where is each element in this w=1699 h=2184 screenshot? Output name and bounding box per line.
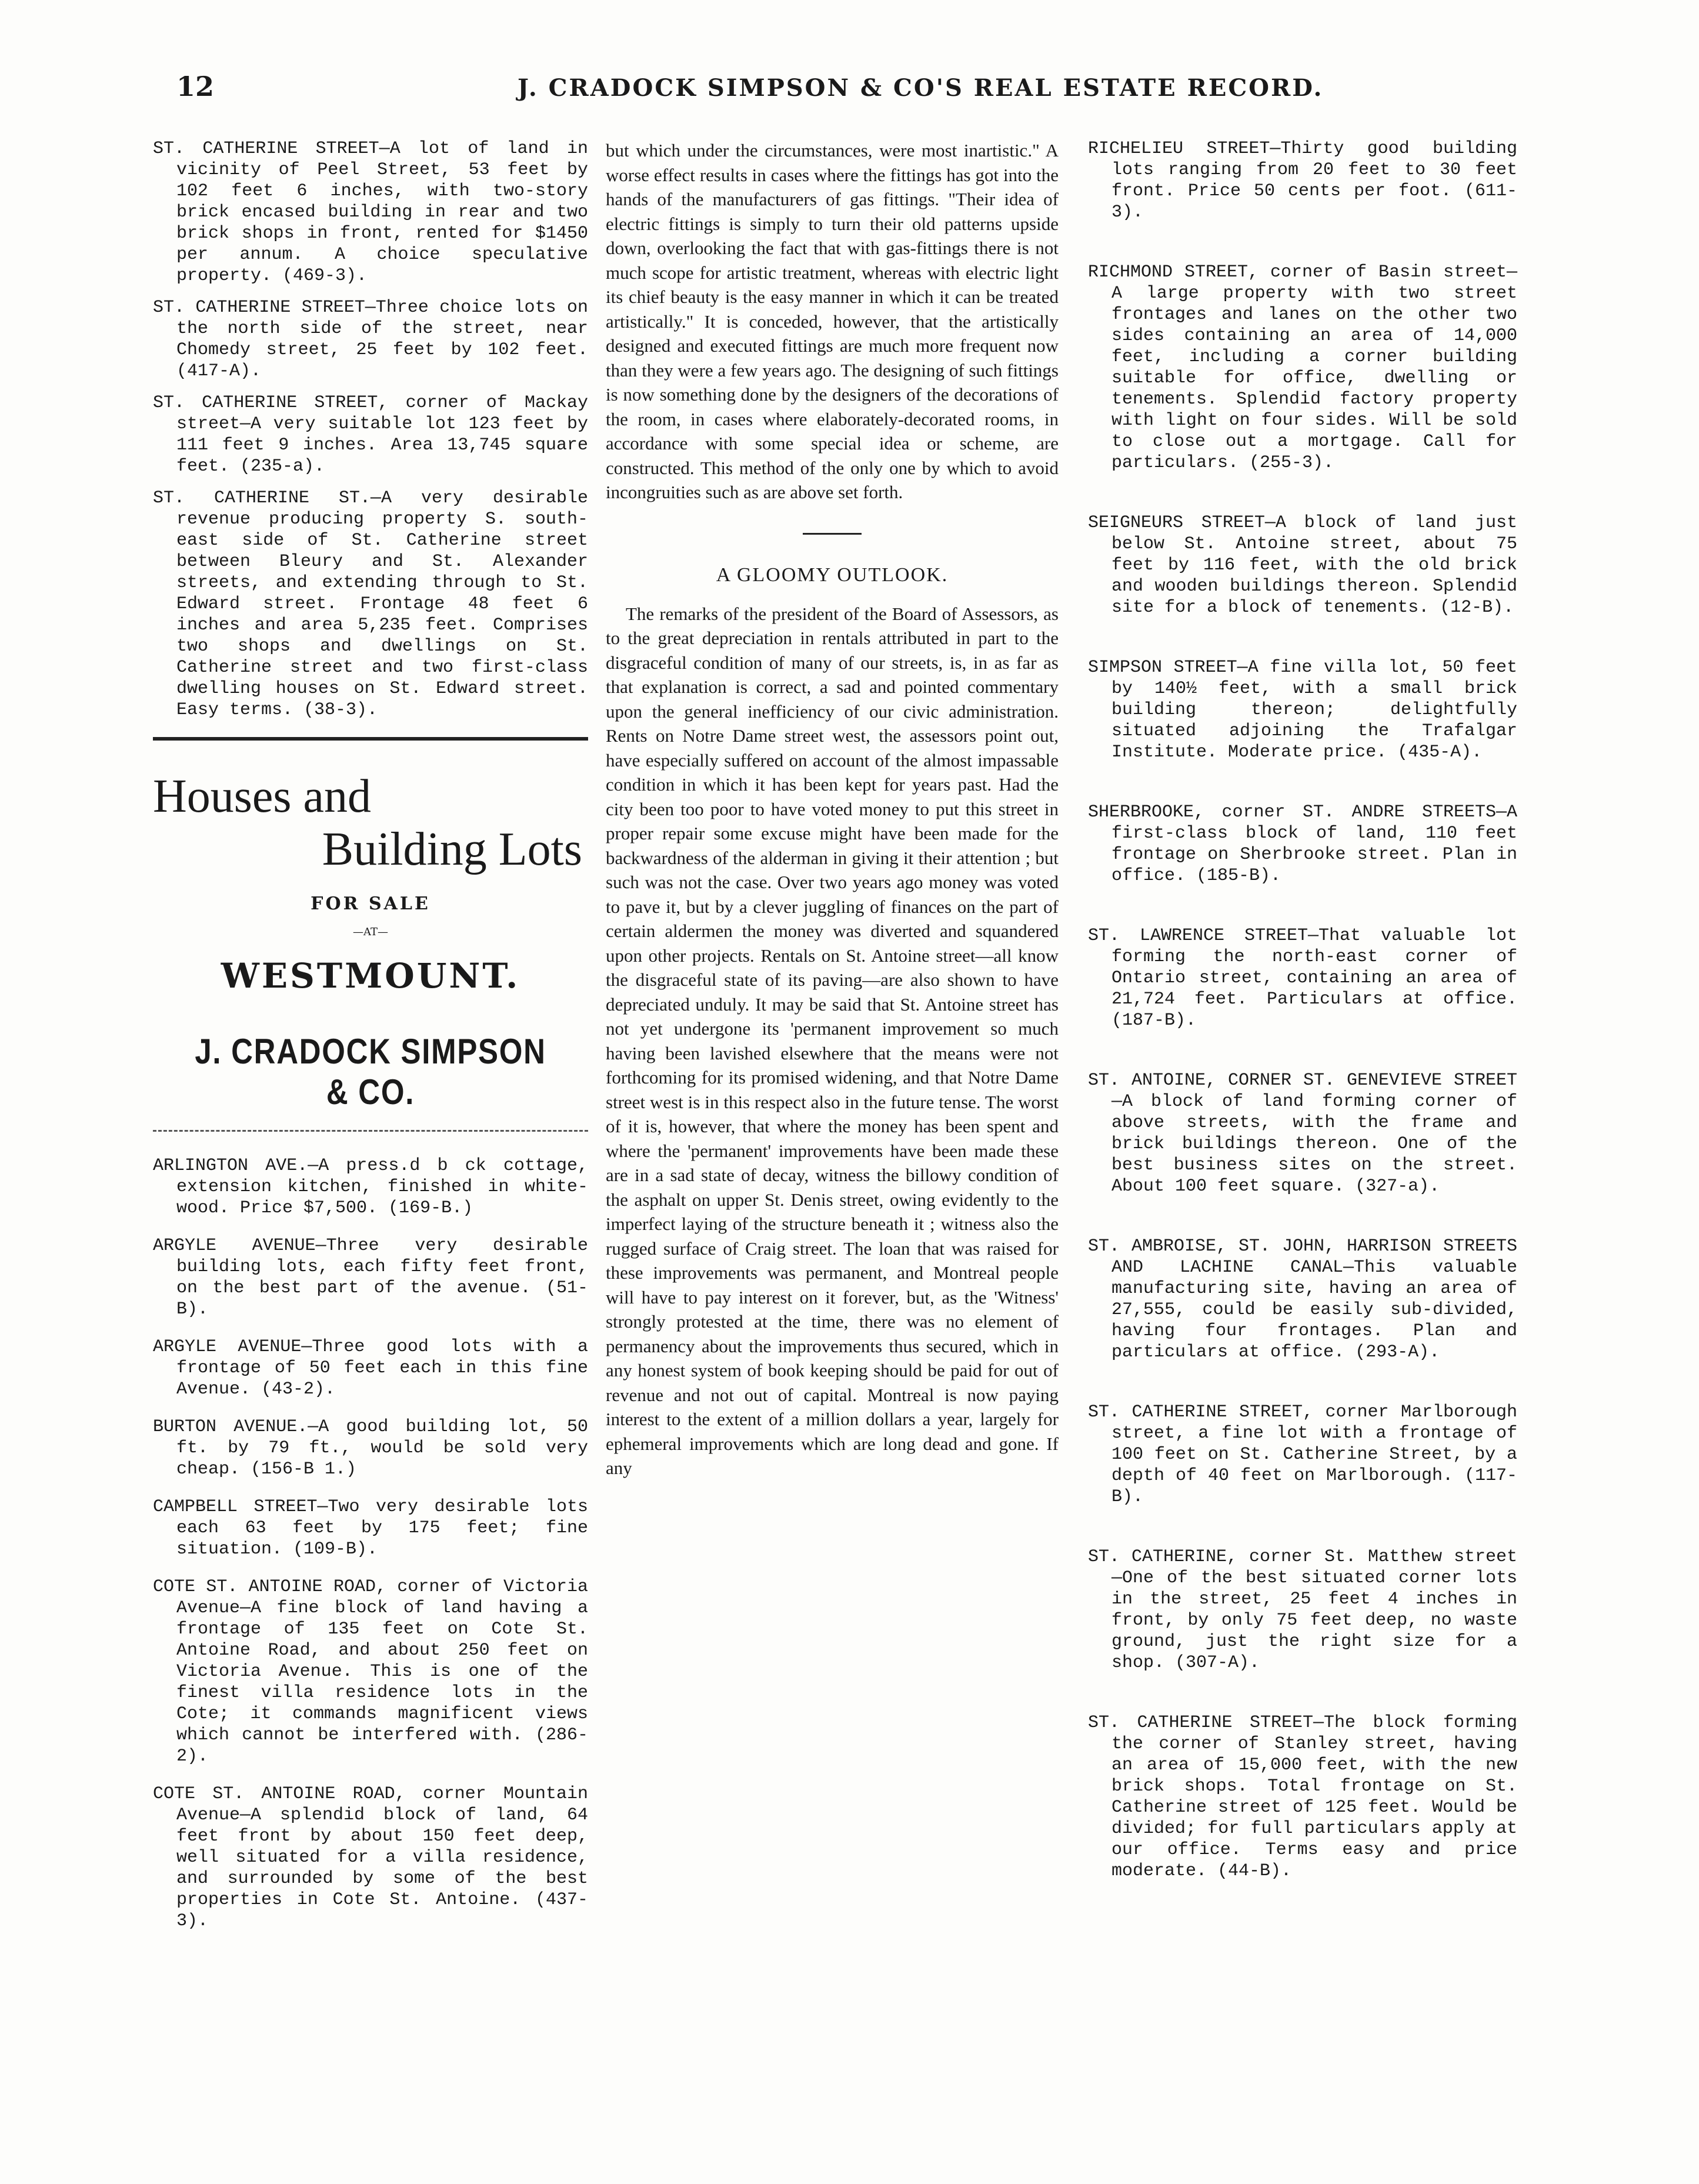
listing: ST. CATHERINE STREET, corner of Mackay street—A very suitable lot 123 feet by 111 feet 9 inches. Area 13,745 square feet. (235-a).: [153, 393, 588, 476]
listing: SEIGNEURS STREET—A block of land just below St. Antoine street, about 75 feet by 116 feet, with the old brick and wooden buildings thereon. Splendid site for a block of tenements. (12-B).: [1088, 513, 1517, 618]
ad-firm-name: J. CRADOCK SIMPSON & CO.: [195, 1032, 546, 1112]
listing: RICHMOND STREET, corner of Basin street—A large property with two street frontages and lanes on the other two sides containing an area of 14,000 feet, including a corner building suitable for office, dwelling or tenements. Splendid factory property with light on four sides. Will be sold to close out a mortgage. Call for particulars. (255-3).: [1088, 262, 1517, 473]
ad-headline-2: Building Lots: [322, 823, 582, 875]
listing: ST. CATHERINE STREET—A lot of land in vicinity of Peel Street, 53 feet by 102 feet 6 inches, with two-story brick encased building in rear and two brick shops in front, rented for $1450 per annum. A choice speculative property. (469-3).: [153, 139, 588, 286]
listing: RICHELIEU STREET—Thirty good building lots ranging from 20 feet to 30 feet front. Price 50 cents per foot. (611-3).: [1088, 139, 1517, 222]
ad-headline-1: Houses and: [153, 771, 372, 822]
ad-place: WESTMOUNT.: [221, 956, 520, 996]
column-1: [153, 138, 588, 1948]
listing: COTE ST. ANTOINE ROAD, corner of Victoria Avenue—A fine block of land having a frontage of 135 feet on Cote St. Antoine Road, and about 250 feet on Victoria Avenue. This is one of the finest villa residence lots in the Cote; it commands magnificent views which cannot be interfered with. (286-2).: [153, 1577, 588, 1766]
divider: [803, 533, 862, 535]
column-2: [606, 138, 1059, 1481]
listing: ST. LAWRENCE STREET—That valuable lot forming the north-east corner of Ontario street, containing an area of 21,724 feet. Particulars at office. (187-B).: [1088, 926, 1517, 1031]
divider: [153, 737, 588, 741]
column-3: [1088, 138, 1517, 1920]
listing: ARLINGTON AVE.—A press.d b ck cottage, extension kitchen, finished in white-wood. Price $7,500. (169-B.): [153, 1156, 588, 1218]
article-paragraph: The remarks of the president of the Board of Assessors, as to the great depreciation in rentals attributed in part to the disgraceful condition of many of our streets, is, in as far as that explanation is correct, a sad and pointed commentary upon the general inefficiency of our civic administration. Rents on Notre Dame street west, the assessors point out, have especially suffered on account of the almost impassable condition in which it has been kept for years past. Had the city been too poor to have voted money to put this street in proper repair some excuse might have been made for the backwardness of the alderman in giving it their attention ; but such was not the case. Over two years ago money was voted to pave it, but by a clever juggling of finances on the part of certain aldermen the money was diverted and squandered upon other projects. Rentals on St. Antoine street—all know the disgraceful state of its paving—are also shown to have depreciated unduly. It may be said that St. Antoine street has not yet undergone its 'permanent improvement so much having been lavished elsewhere that the means were not forthcoming for its promised widening, and that Notre Dame street west is in this respect also in the future tense. The worst of it is, however, that where the money has been spent and where the 'permanent' improvements have been made these are in a sad state of decay, witness the billowy condition of the asphalt on upper St. Denis street, owing evidently to the imperfect laying of the structure beneath it ; witness also the rugged surface of Craig street. The loan that was raised for these improvements was permanent, and Montreal people will have to pay interest on it forever, but, as the 'Witness' strongly protested at the time, there was no element of permanency about the improvements thus secured, which in any honest system of book keeping should be paid for out of revenue and not out of capital. Montreal is now paying interest to the extent of a million dollars a year, largely for ephemeral improvements which are long dead and gone. If any: [606, 603, 1059, 1478]
listing: ST. CATHERINE, corner St. Matthew street—One of the best situated corner lots in the street, 25 feet 4 inches in front, by only 75 feet deep, no waste ground, just the right size for a shop. (307-A).: [1088, 1547, 1517, 1673]
listing: ARGYLE AVENUE—Three good lots with a frontage of 50 feet each in this fine Avenue. (43-2).: [153, 1337, 588, 1399]
advertisement: [153, 770, 588, 1112]
running-title: J. CRADOCK SIMPSON & CO'S REAL ESTATE RECORD.: [518, 74, 1324, 102]
listing: ST. CATHERINE STREET—The block forming the corner of Stanley street, having an area of 15,000 feet, with the new brick shops. Total frontage on St. Catherine street of 125 feet. Would be divided; for full particulars apply at our office. Terms easy and price moderate. (44-B).: [1088, 1713, 1517, 1881]
listing: COTE ST. ANTOINE ROAD, corner Mountain Avenue—A splendid block of land, 64 feet front by about 150 feet deep, well situated for a villa residence, and surrounded by some of the best properties in Cote St. Antoine. (437-3).: [153, 1784, 588, 1931]
listing: SIMPSON STREET—A fine villa lot, 50 feet by 140½ feet, with a small brick building thereon; delightfully situated adjoining the Trafalgar Institute. Moderate price. (435-A).: [1088, 658, 1517, 762]
listing: CAMPBELL STREET—Two very desirable lots each 63 feet by 175 feet; fine situation. (109-B).: [153, 1497, 588, 1559]
divider: [153, 1130, 588, 1132]
page-number: 12: [176, 71, 215, 102]
listing: ST. CATHERINE ST.—A very desirable revenue producing property S. south-east side of St. Catherine street between Bleury and St. Alexander streets, and extending through to St. Edward street. Frontage 48 feet 6 inches and area 5,235 feet. Comprises two shops and dwellings on St. Catherine street and two first-class dwelling houses on St. Edward street. Easy terms. (38-3).: [153, 488, 588, 720]
listing: ST. AMBROISE, ST. JOHN, HARRISON STREETS AND LACHINE CANAL—This valuable manufacturing site, having an area of 27,555, could be easily sub-divided, having four frontages. Plan and particulars at office. (293-A).: [1088, 1236, 1517, 1362]
listing: BURTON AVENUE.—A good building lot, 50 ft. by 79 ft., would be sold very cheap. (156-B 1.): [153, 1417, 588, 1479]
listing: ARGYLE AVENUE—Three very desirable building lots, each fifty feet front, on the best part of the avenue. (51-B).: [153, 1236, 588, 1319]
listing: ST. ANTOINE, CORNER ST. GENEVIEVE STREET—A block of land forming corner of above streets, with the frame and brick buildings thereon. One of the best business sites on the street. About 100 feet square. (327-a).: [1088, 1071, 1517, 1196]
ad-for-sale: FOR SALE: [311, 893, 430, 914]
article-paragraph: but which under the circumstances, were most inartistic." A worse effect results in cases where the fittings has got into the hands of the manufacturers of gas fittings. "Their idea of electric fittings is simply to turn their old patterns upside down, overlooking the fact that with gas-fittings there is not much scope for artistic treatment, whereas with electric light its chief beauty is the easy manner in which it can be treated artistically." It is conceded, however, that the artistically designed and executed fittings are much more frequent now than they were a few years ago. The designing of such fittings is now something done by the designers of the decorations of the room, in cases where elaborately-decorated rooms, in accordance with some special idea or scheme, are constructed. This method of the only one by which to avoid incongruities such as are above set forth.: [606, 140, 1059, 502]
ad-at: —AT—: [352, 926, 389, 938]
listing: SHERBROOKE, corner ST. ANDRE STREETS—A first-class block of land, 110 feet frontage on Sherbrooke street. Plan in office. (185-B).: [1088, 802, 1517, 886]
page-header: [0, 71, 1699, 118]
listing: ST. CATHERINE STREET, corner Marlborough street, a fine lot with a frontage of 100 feet on St. Catherine Street, by a depth of 40 feet on Marlborough. (117-B).: [1088, 1402, 1517, 1507]
article-title: A GLOOMY OUTLOOK.: [716, 563, 949, 586]
listing: ST. CATHERINE STREET—Three choice lots on the north side of the street, near Chomedy street, 25 feet by 102 feet. (417-A).: [153, 298, 588, 381]
